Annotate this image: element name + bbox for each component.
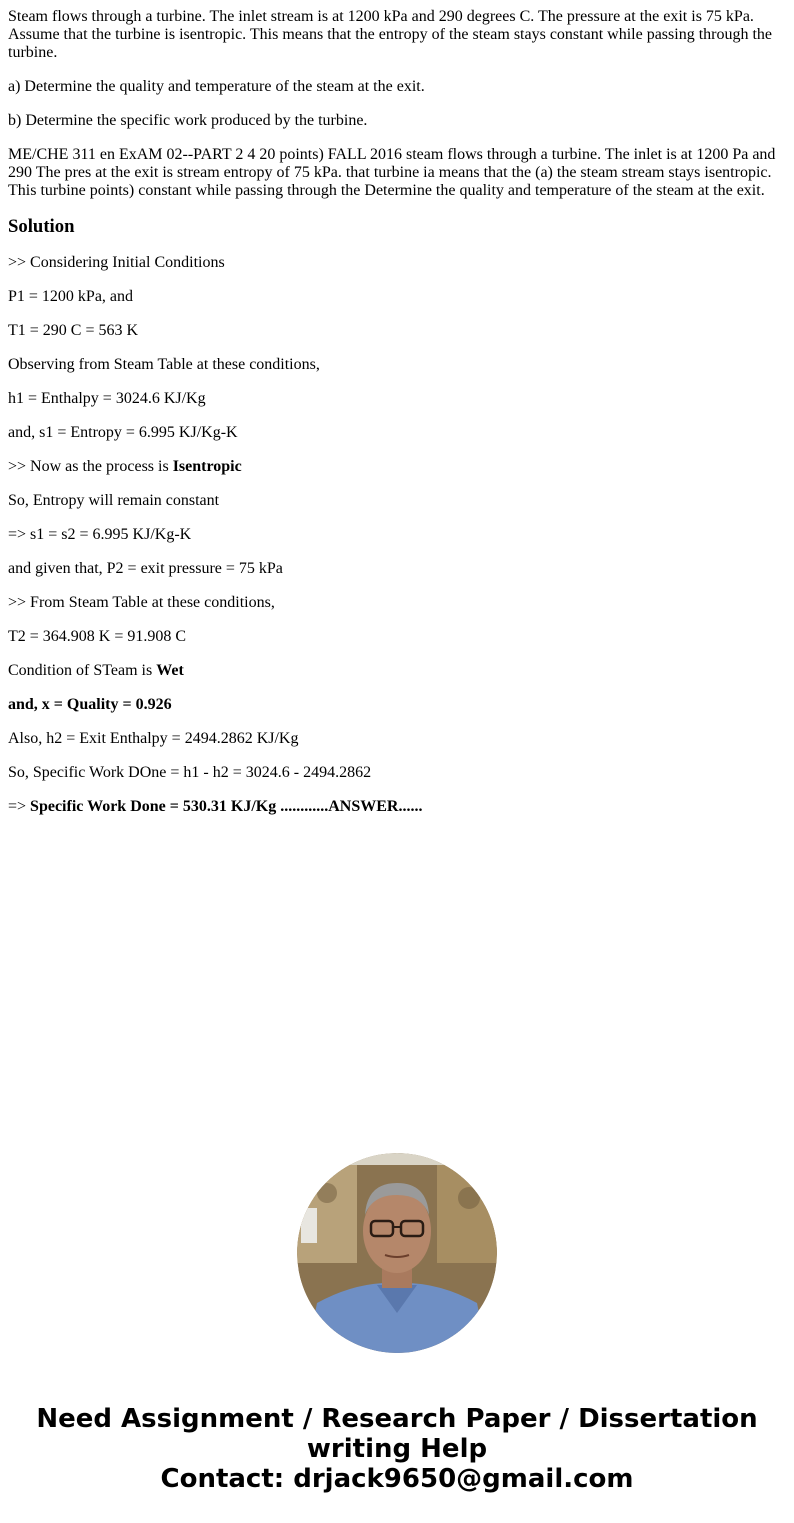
isentropic-line bbox=[8, 458, 786, 476]
solution-line: T2 = 364.908 K = 91.908 C bbox=[8, 628, 187, 645]
promo-contact: Contact: drjack9650@gmail.com bbox=[160, 1464, 634, 1494]
author-avatar bbox=[297, 1153, 497, 1353]
answer-line bbox=[8, 798, 786, 816]
document-body bbox=[8, 8, 786, 832]
quality-line bbox=[8, 696, 786, 714]
promo-line-1: Need Assignment / Research Paper / Dissertation bbox=[36, 1404, 758, 1434]
question-paragraph: Steam flows through a turbine. The inlet stream is at 1200 kPa and 290 degrees C. The pressure at the exit is 75 kPa. Assume that the turbine is isentropic. This means that the entropy of the steam stays constant while passing through the turbine. bbox=[8, 8, 773, 61]
solution-line: So, Entropy will remain constant bbox=[8, 492, 220, 509]
isentropic-bold: Isentropic bbox=[172, 458, 242, 475]
question-part-a: a) Determine the quality and temperature of the steam at the exit. bbox=[8, 78, 425, 95]
solution-line: Observing from Steam Table at these conditions, bbox=[8, 356, 320, 373]
solution-line: => s1 = s2 = 6.995 KJ/Kg-K bbox=[8, 526, 192, 543]
condition-line bbox=[8, 662, 786, 680]
isentropic-prefix: >> Now as the process is bbox=[8, 458, 173, 475]
condition-bold: Wet bbox=[156, 662, 184, 679]
solution-line: and given that, P2 = exit pressure = 75 kPa bbox=[8, 560, 283, 577]
solution-heading: Solution bbox=[8, 216, 75, 237]
answer-prefix: => bbox=[8, 798, 31, 815]
solution-line: T1 = 290 C = 563 K bbox=[8, 322, 139, 339]
answer-bold: Specific Work Done = 530.31 KJ/Kg ............ANSWER...... bbox=[30, 798, 423, 815]
promo-banner bbox=[0, 1404, 794, 1494]
solution-line: >> Considering Initial Conditions bbox=[8, 254, 225, 271]
solution-line: >> From Steam Table at these conditions, bbox=[8, 594, 275, 611]
solution-line: So, Specific Work DOne = h1 - h2 = 3024.6 - 2494.2862 bbox=[8, 764, 372, 781]
solution-line: Also, h2 = Exit Enthalpy = 2494.2862 KJ/Kg bbox=[8, 730, 299, 747]
author-photo-icon bbox=[297, 1153, 497, 1353]
question-part-b: b) Determine the specific work produced by the turbine. bbox=[8, 112, 368, 129]
condition-prefix: Condition of STeam is bbox=[8, 662, 157, 679]
solution-line: and, s1 = Entropy = 6.995 KJ/Kg-K bbox=[8, 424, 238, 441]
quality-bold: and, x = Quality = 0.926 bbox=[8, 696, 172, 713]
solution-line: P1 = 1200 kPa, and bbox=[8, 288, 134, 305]
question-ocr-text: ME/CHE 311 en ExAM 02--PART 2 4 20 points) FALL 2016 steam flows through a turbine. The inlet is at 1200 Pa and 290 The pres at the exit is stream entropy of 75 kPa. that turbine ia means that the (a) the steam stream stays isentropic. This turbine points) constant while passing through the Determine the quality and temperature of the steam at the exit. bbox=[8, 146, 776, 199]
promo-line-2: writing Help bbox=[306, 1434, 488, 1464]
solution-line: h1 = Enthalpy = 3024.6 KJ/Kg bbox=[8, 390, 206, 407]
